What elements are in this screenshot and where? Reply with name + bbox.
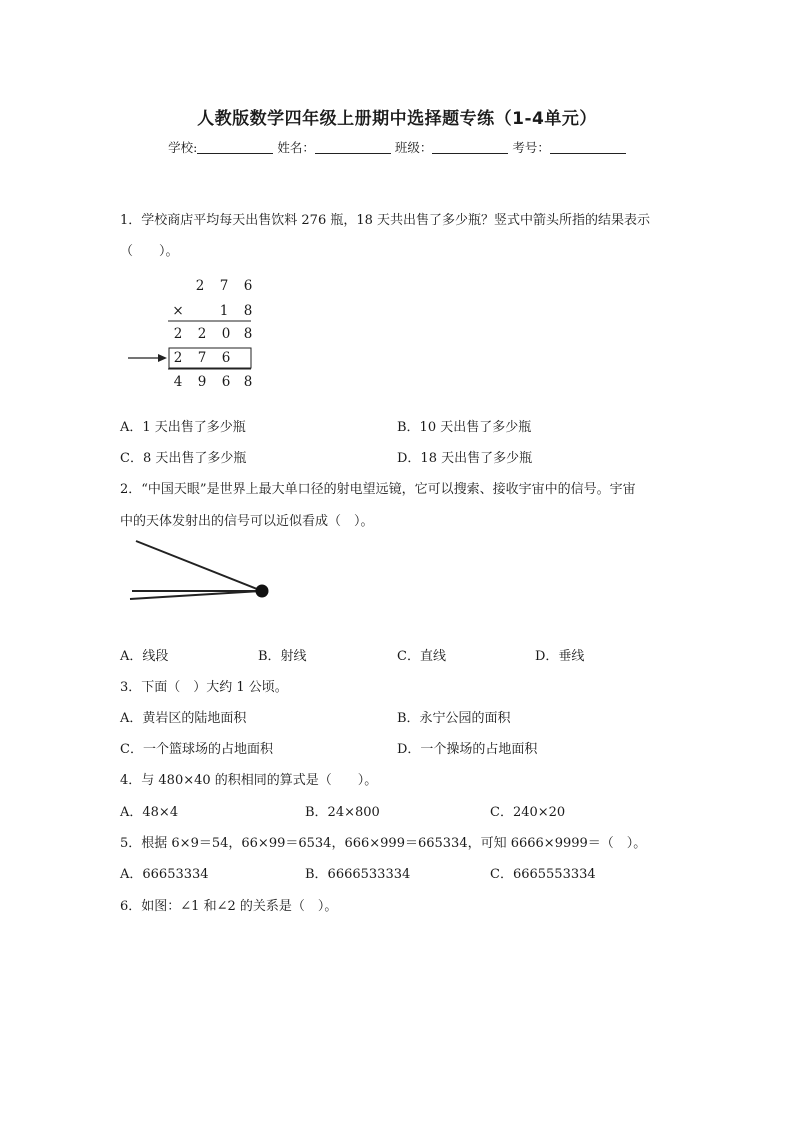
q2-text-line1: 2．“中国天眼”是世界上最大单口径的射电望远镜，它可以搜索、接收宇宙中的信号。宇宙 <box>120 482 636 497</box>
q1-option-b[interactable]: B．10 天出售了多少瓶 <box>397 420 532 435</box>
q6-text: 6．如图：∠1 和∠2 的关系是（ ）。 <box>120 899 338 914</box>
q3-text: 3．下面（ ）大约 1 公顷。 <box>120 680 288 695</box>
q5-option-a[interactable]: A．66653334 <box>120 867 209 882</box>
q3-option-a[interactable]: A．黄岩区的陆地面积 <box>120 711 247 726</box>
student-info-row <box>0 138 794 156</box>
q4-option-a[interactable]: A．48×4 <box>120 805 179 820</box>
q5-text: 5．根据 6×9＝54，66×99＝6534，666×999＝665334，可知 6666×9999＝（ ）。 <box>120 836 647 851</box>
q1-option-c[interactable]: C．8 天出售了多少瓶 <box>120 451 247 466</box>
q5-option-c[interactable]: C．6665553334 <box>490 867 596 882</box>
exam-no-field[interactable] <box>550 141 626 154</box>
q4-text: 4．与 480×40 的积相同的算式是（ ）。 <box>120 773 378 788</box>
q1-vertical-multiplication: 2 7 6 × 1 8 2 2 0 8 2 7 6 4 9 6 8 <box>126 276 266 396</box>
name-label: 姓名： <box>277 140 315 155</box>
q5-option-b[interactable]: B．6666533334 <box>305 867 411 882</box>
q1-option-d[interactable]: D．18 天出售了多少瓶 <box>397 451 533 466</box>
telescope-point-icon <box>256 585 269 598</box>
class-label: 班级： <box>394 140 433 155</box>
q3-option-b[interactable]: B．永宁公园的面积 <box>397 711 511 726</box>
q1-text-line1: 1．学校商店平均每天出售饮料 276 瓶，18 天共出售了多少瓶？竖式中箭头所指的结果表示 <box>120 213 651 228</box>
q2-option-a[interactable]: A．线段 <box>120 649 169 664</box>
times-sign: × <box>172 303 184 319</box>
q4-option-b[interactable]: B．24×800 <box>305 805 380 820</box>
q2-signal-rays-figure <box>120 535 280 605</box>
page-title: 人教版数学四年级上册期中选择题专练（1-4单元） <box>197 109 597 129</box>
q3-option-c[interactable]: C．一个篮球场的占地面积 <box>120 742 273 757</box>
q2-text-line2: 中的天体发射出的信号可以近似看成（ ）。 <box>120 514 374 529</box>
class-field[interactable] <box>432 141 508 154</box>
q2-option-b[interactable]: B．射线 <box>258 649 307 664</box>
ray-line <box>130 591 262 599</box>
q2-option-d[interactable]: D．垂线 <box>535 649 585 664</box>
q4-option-c[interactable]: C．240×20 <box>490 805 566 820</box>
school-label: 学校: <box>168 140 198 155</box>
q1-text-line2: （ ）。 <box>120 244 179 259</box>
name-field[interactable] <box>315 141 391 154</box>
exam-no-label: 考号： <box>512 140 550 155</box>
school-field[interactable] <box>197 141 273 154</box>
q2-option-c[interactable]: C．直线 <box>397 649 446 664</box>
q3-option-d[interactable]: D．一个操场的占地面积 <box>397 742 538 757</box>
ray-line <box>136 541 262 591</box>
q1-option-a[interactable]: A．1 天出售了多少瓶 <box>120 420 246 435</box>
